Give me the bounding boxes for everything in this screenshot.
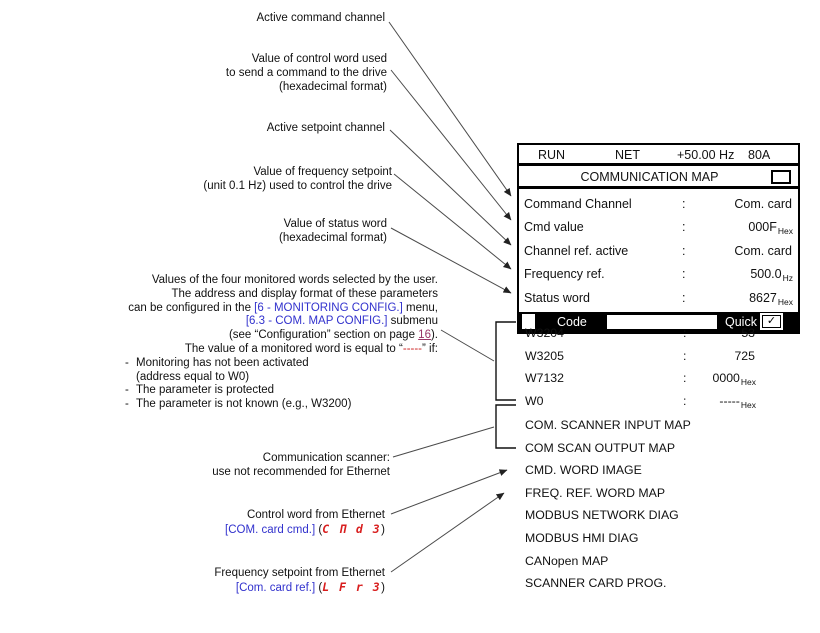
callout-communication-scanner: Communication scanner: use not recommended for Ethernet [212,452,390,478]
param-link[interactable]: [Com. card ref.] [235,582,316,594]
bracket-monitored-words [496,322,516,400]
note-line: can be configured in the [6 - MONITORING CONFIG.] menu, [128,301,438,314]
menu-item-com-scan-output[interactable]: COM SCAN OUTPUT MAP [525,440,676,455]
callout-frequency-setpoint-ethernet: Frequency setpoint from Ethernet [Com. card ref.] (L F r 3) [214,567,385,594]
softkey-quick[interactable]: Quick [725,314,757,329]
arrow-freq-ref-word-map [391,493,504,572]
callout-control-word-ethernet: Control word from Ethernet [COM. card cmd.] (C Π d 3) [225,509,385,536]
softkey-code[interactable]: Code [557,314,587,329]
bracket-comm-scanner [496,405,516,448]
arrow-frequency-ref [394,174,511,269]
note-line: Values of the four monitored words selected by the user. [151,274,438,286]
panel-parameters [519,189,798,312]
note-bullets [125,357,438,412]
note-line: The address and display format of these parameters [171,287,438,300]
menu-item-modbus-network-diag[interactable]: MODBUS NETWORK DIAG [525,508,679,523]
status-bar [519,145,798,166]
note-line: (see “Configuration” section on page 16). [228,329,438,342]
status-run-state: RUN [538,148,566,162]
line-monitored-words [441,330,494,361]
param-row-status-word: Status word : 8627Hex [524,290,793,307]
param-row-channel-ref: Channel ref. active : Com. card [524,243,792,258]
quick-checkbox[interactable]: ✓ [762,315,781,328]
status-channel: NET [615,148,640,162]
seven-segment-code: C Π d 3 [322,522,382,536]
menu-item-cmd-word-image[interactable]: CMD. WORD IMAGE [525,463,642,478]
arrow-cmd-word-image [391,470,507,514]
menu-item-modbus-hmi-diag[interactable]: MODBUS HMI DIAG [525,530,639,545]
callout-active-setpoint-channel: Active setpoint channel [266,122,385,134]
menu-item-scanner-card-prog[interactable]: SCANNER CARD PROG. [525,576,667,591]
callout-monitored-words-note [20,274,438,412]
arrow-active-command [389,22,511,196]
callout-frequency-setpoint-value: Value of frequency setpoint (unit 0.1 Hz) used to control the drive [203,166,392,192]
status-current: 80A [748,148,771,162]
monitored-words-list [517,322,800,412]
title-checkbox [771,170,791,184]
arrow-cmd-value [391,70,511,220]
seven-segment-code: L F r 3 [322,580,382,594]
line-comm-scanner [393,427,494,457]
bullet-item: - The parameter is protected [125,384,275,397]
submenu-link[interactable]: [6.3 - COM. MAP CONFIG.] [245,315,388,328]
param-link[interactable]: [COM. card cmd.] [225,524,316,536]
menu-link[interactable]: [6 - MONITORING CONFIG.] [254,301,403,314]
monitored-word-row: W3205 : 725 [525,348,755,363]
panel-title: COMMUNICATION MAP [580,170,719,184]
dashes-value: ----- [402,342,423,355]
bullet-item: - Monitoring has not been activated (address equal to W0) [125,356,309,383]
note-line: The value of a monitored word is equal to “-----” if: [184,342,438,355]
panel-title-row [519,166,798,189]
monitored-word-row: W7132 : 0000Hex [525,371,756,388]
menu-item-canopen-map[interactable]: CANopen MAP [525,553,609,568]
drive-display-panel [517,143,800,334]
param-row-command-channel: Command Channel : Com. card [524,196,792,211]
callout-status-word-value: Value of status word (hexadecimal format) [278,218,387,244]
param-row-frequency-ref: Frequency ref. : 500.0Hz [524,267,793,284]
arrow-channel-ref [390,130,511,245]
param-row-cmd-value: Cmd value : 000FHex [524,220,793,237]
status-frequency: +50.00 Hz [677,148,735,162]
callout-active-command-channel: Active command channel [256,12,385,24]
menu-item-freq-ref-word-map[interactable]: FREQ. REF. WORD MAP [525,485,666,500]
page-link[interactable]: 16 [418,329,431,342]
callout-control-word-value: Value of control word used to send a command to the drive (hexadecimal format) [225,53,387,93]
bullet-item: - The parameter is not known (e.g., W3200) [125,398,352,411]
menu-item-com-scanner-input[interactable]: COM. SCANNER INPUT MAP [525,418,691,432]
monitored-word-row: W3204 : 53 [525,326,755,341]
monitored-word-row: W0 : -----Hex [525,394,756,411]
note-line: [6.3 - COM. MAP CONFIG.] submenu [245,315,438,328]
submenu-list [525,414,691,595]
